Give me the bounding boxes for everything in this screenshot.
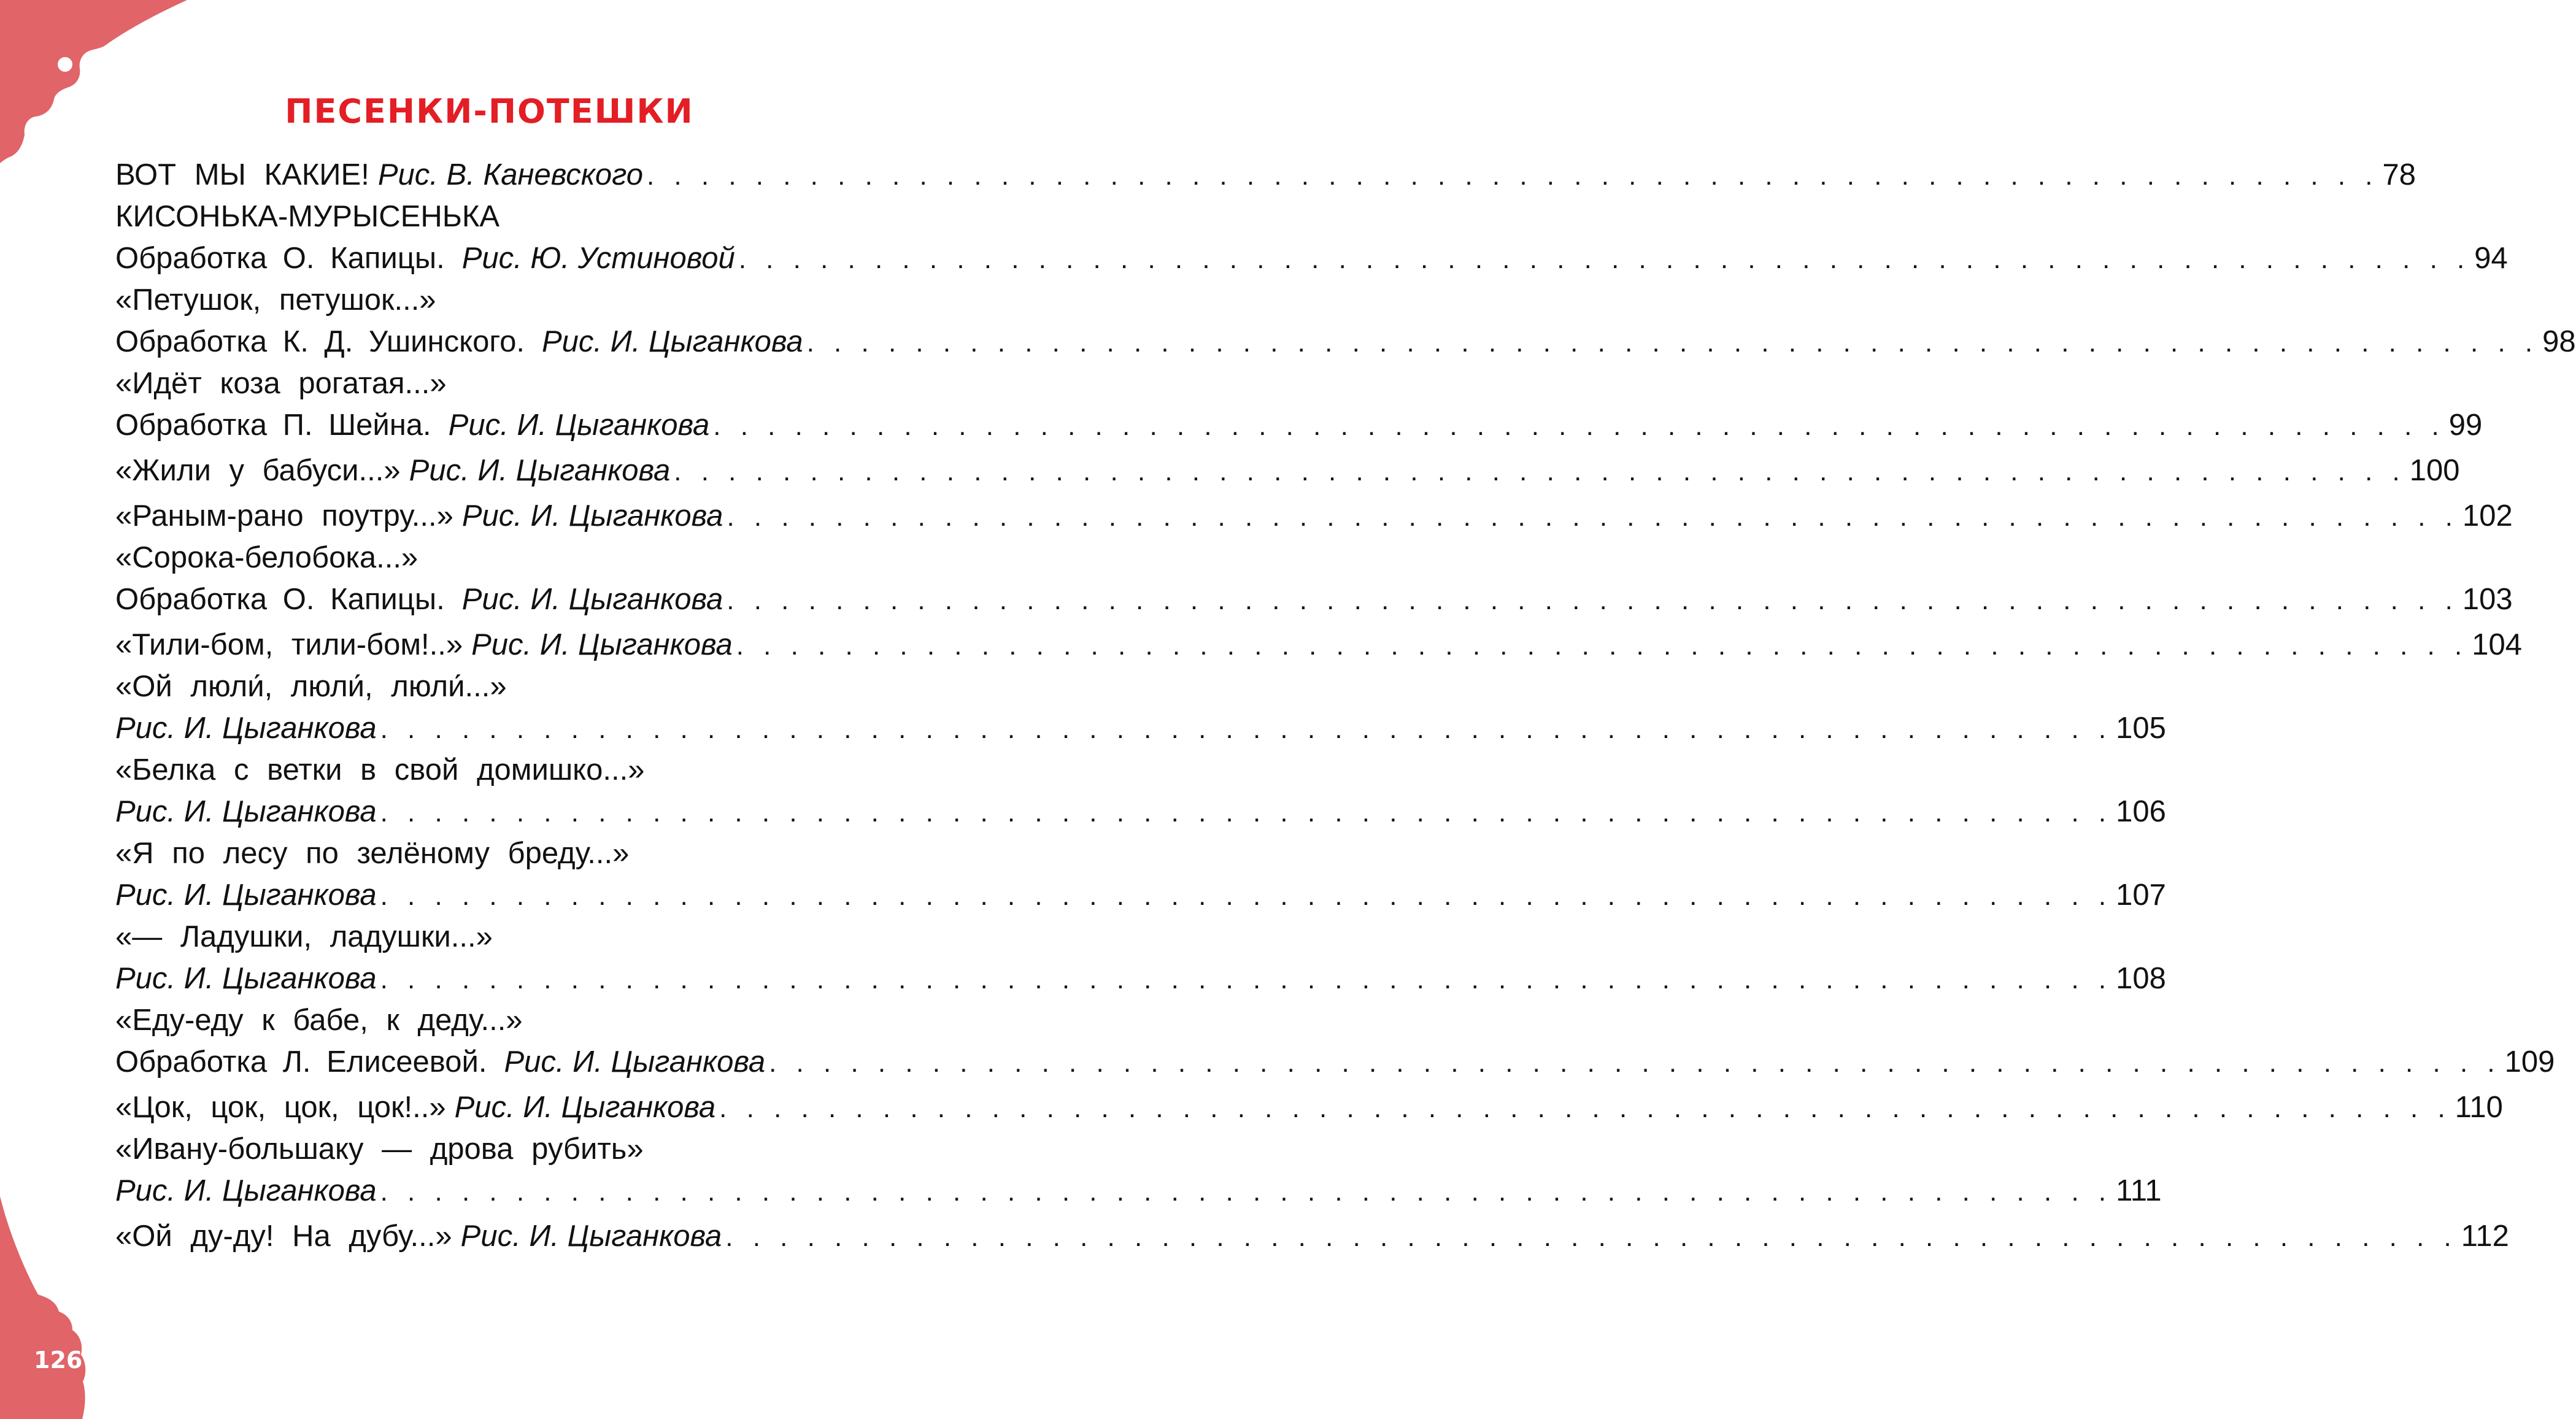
toc-line (115, 577, 2513, 622)
toc-line (115, 918, 876, 956)
dot-leader: . . . . . . . . . . . . . . . . . . . . . . . . . . . . . . . . . . . . . . . . . . . . . . . . . . . . . . . . . . . . . . . . (736, 631, 2469, 661)
page-reference[interactable]: 102 (2462, 499, 2513, 533)
toc-line (115, 1213, 2509, 1259)
adaptation-credit: Обработка О. Капицы. (115, 583, 445, 616)
entry-title: «Цок, цок, цок, цок!..» (115, 1091, 446, 1124)
toc-entry (115, 1213, 2509, 1259)
dot-leader: . . . . . . . . . . . . . . . . . . . . . . . . . . . . . . . . . . . . . . . . . . . . . . . . . . . . . . . . . . . . . . . . (806, 328, 2539, 358)
toc-line (115, 1001, 876, 1039)
entry-title: «Жили у бабуси...» (115, 454, 401, 487)
table-of-contents (115, 152, 2576, 1259)
section-title: ПЕСЕНКИ-ПОТЕШКИ (285, 92, 694, 131)
illustrator-credit: Рис. И. Цыганкова (115, 795, 377, 828)
toc-line (115, 1085, 2503, 1130)
illustrator-credit: Рис. И. Цыганкова (115, 712, 377, 745)
page-reference[interactable]: 109 (2504, 1045, 2555, 1079)
dot-leader: . . . . . . . . . . . . . . . . . . . . . . . . . . . . . . . . . . . . . . . . . . . . . . . . . . . . . . . . . . . . . . . . (727, 585, 2459, 615)
toc-line (115, 667, 876, 706)
illustrator-credit: Рис. И. Цыганкова (115, 1174, 377, 1207)
page-reference[interactable]: 94 (2474, 242, 2508, 275)
top-corner-dot (58, 57, 72, 72)
toc-line (115, 152, 2416, 198)
toc-entry (115, 751, 2166, 834)
page-reference[interactable]: 99 (2448, 409, 2483, 442)
adaptation-credit: Обработка К. Д. Ушинского. (115, 325, 525, 358)
entry-title: КИСОНЬКА-МУРЫСЕНЬКА (115, 200, 500, 233)
illustrator-credit: Рис. И. Цыганкова (460, 1220, 722, 1253)
entry-title: «Еду-еду к бабе, к деду...» (115, 1004, 523, 1037)
illustrator-credit: Рис. И. Цыганкова (409, 454, 671, 487)
toc-line (115, 789, 2166, 834)
dot-leader: . . . . . . . . . . . . . . . . . . . . . . . . . . . . . . . . . . . . . . . . . . . . . . . . . . . . . . . . . . . . . . . . (727, 502, 2459, 532)
entry-title: «Петушок, петушок...» (115, 283, 436, 317)
toc-line (115, 1168, 2162, 1213)
toc-line (115, 236, 2508, 281)
entry-title: «Ивану-большаку — дрова рубить» (115, 1133, 644, 1166)
toc-entry (115, 493, 2513, 539)
toc-line (115, 402, 2483, 448)
dot-leader: . . . . . . . . . . . . . . . . . . . . . . . . . . . . . . . . . . . . . . . . . . . . . . . . . . . . . . . . . . . . . . . . (380, 881, 2113, 911)
dot-leader: . . . . . . . . . . . . . . . . . . . . . . . . . . . . . . . . . . . . . . . . . . . . . . . . . . . . . . . . . . . . . . . . (738, 244, 2471, 274)
illustrator-credit: Рис. И. Цыганкова (471, 628, 733, 661)
page-reference[interactable]: 108 (2116, 962, 2166, 995)
dot-leader: . . . . . . . . . . . . . . . . . . . . . . . . . . . . . . . . . . . . . . . . . . . . . . . . . . . . . . . . . . . . . . . . (380, 798, 2113, 828)
page-reference[interactable]: 112 (2461, 1220, 2509, 1253)
illustrator-credit: Рис. И. Цыганкова (504, 1045, 766, 1079)
illustrator-credit: Рис. И. Цыганкова (542, 325, 803, 358)
adaptation-credit: Обработка Л. Елисеевой. (115, 1045, 487, 1079)
toc-entry (115, 622, 2522, 667)
dot-leader: . . . . . . . . . . . . . . . . . . . . . . . . . . . . . . . . . . . . . . . . . . . . . . . . . . . . . . . . . . . . . . . . (719, 1093, 2451, 1123)
entry-title: «Сорока-белобока...» (115, 541, 418, 574)
toc-entry (115, 539, 2513, 622)
toc-line (115, 539, 876, 577)
entry-title: «Раным-рано поутру...» (115, 499, 453, 533)
toc-entry (115, 281, 2576, 364)
illustrator-credit: Рис. И. Цыганкова (115, 962, 377, 995)
toc-line (115, 622, 2522, 667)
toc-line (115, 834, 876, 872)
toc-entry (115, 667, 2166, 751)
illustrator-credit: Рис. И. Цыганкова (115, 879, 377, 912)
illustrator-credit: Рис. И. Цыганкова (454, 1091, 716, 1124)
entry-title: «Тили-бом, тили-бом!..» (115, 628, 463, 661)
toc-entry (115, 448, 2460, 493)
toc-line (115, 751, 876, 789)
toc-line (115, 448, 2460, 493)
top-corner-scallop (0, 0, 187, 163)
dot-leader: . . . . . . . . . . . . . . . . . . . . . . . . . . . . . . . . . . . . . . . . . . . . . . . . . . . . . . . . . . . . . . . . (725, 1222, 2458, 1252)
dot-leader: . . . . . . . . . . . . . . . . . . . . . . . . . . . . . . . . . . . . . . . . . . . . . . . . . . . . . . . . . . . . . . . . (380, 1177, 2113, 1207)
toc-entry (115, 198, 2508, 281)
illustrator-credit: Рис. И. Цыганкова (448, 409, 710, 442)
entry-title: «Я по лесу по зелёному бреду...» (115, 837, 630, 870)
entry-title: «— Ладушки, ладушки...» (115, 920, 493, 953)
toc-line (115, 493, 2513, 539)
bottom-corner-scallop (0, 1196, 85, 1419)
toc-entry (115, 918, 2166, 1001)
entry-title: «Белка с ветки в свой домишко...» (115, 753, 645, 786)
dot-leader: . . . . . . . . . . . . . . . . . . . . . . . . . . . . . . . . . . . . . . . . . . . . . . . . . . . . . . . . . . . . . . . . (713, 411, 2445, 441)
entry-title: ВОТ МЫ КАКИЕ! (115, 158, 369, 191)
toc-line (115, 364, 876, 402)
toc-entry (115, 364, 2483, 448)
toc-line (115, 1039, 2555, 1085)
dot-leader: . . . . . . . . . . . . . . . . . . . . . . . . . . . . . . . . . . . . . . . . . . . . . . . . . . . . . . . . . . . . . . . . (674, 456, 2406, 486)
toc-entry (115, 152, 2416, 198)
illustrator-credit: Рис. В. Каневского (377, 158, 643, 191)
page-number: 126 (34, 1347, 83, 1374)
illustrator-credit: Рис. И. Цыганкова (461, 583, 723, 616)
toc-line (115, 281, 876, 319)
dot-leader: . . . . . . . . . . . . . . . . . . . . . . . . . . . . . . . . . . . . . . . . . . . . . . . . . . . . . . . . . . . . . . . . (380, 714, 2113, 744)
toc-line (115, 872, 2166, 918)
toc-line (115, 1130, 876, 1168)
toc-line (115, 198, 876, 236)
page-reference[interactable]: 107 (2116, 879, 2166, 912)
toc-line (115, 956, 2166, 1001)
entry-title: «Ой люли́, люли́, люли́...» (115, 670, 507, 703)
page-reference[interactable]: 103 (2462, 583, 2513, 616)
toc-entry (115, 834, 2166, 918)
page-reference[interactable]: 78 (2382, 158, 2416, 191)
page-reference[interactable]: 98 (2542, 325, 2576, 358)
adaptation-credit: Обработка О. Капицы. (115, 242, 445, 275)
page-reference[interactable]: 110 (2455, 1091, 2503, 1124)
entry-title: «Ой ду-ду! На дубу...» (115, 1220, 452, 1253)
toc-line (115, 319, 2576, 364)
toc-line (115, 706, 2166, 751)
dot-leader: . . . . . . . . . . . . . . . . . . . . . . . . . . . . . . . . . . . . . . . . . . . . . . . . . . . . . . . . . . . . . . . . (646, 161, 2379, 191)
dot-leader: . . . . . . . . . . . . . . . . . . . . . . . . . . . . . . . . . . . . . . . . . . . . . . . . . . . . . . . . . . . . . . . . (769, 1048, 2501, 1078)
illustrator-credit: Рис. Ю. Устиновой (461, 242, 735, 275)
page-reference[interactable]: 100 (2409, 454, 2460, 487)
toc-entry (115, 1130, 2162, 1213)
toc-entry (115, 1085, 2503, 1130)
dot-leader: . . . . . . . . . . . . . . . . . . . . . . . . . . . . . . . . . . . . . . . . . . . . . . . . . . . . . . . . . . . . . . . . (380, 964, 2113, 994)
page-reference[interactable]: 104 (2472, 628, 2522, 661)
entry-title: «Идёт коза рогатая...» (115, 367, 447, 400)
page-reference[interactable]: 106 (2116, 795, 2166, 828)
toc-entry (115, 1001, 2555, 1085)
adaptation-credit: Обработка П. Шейна. (115, 409, 431, 442)
illustrator-credit: Рис. И. Цыганкова (461, 499, 723, 533)
page-reference[interactable]: 111 (2116, 1174, 2162, 1207)
page-reference[interactable]: 105 (2116, 712, 2166, 745)
